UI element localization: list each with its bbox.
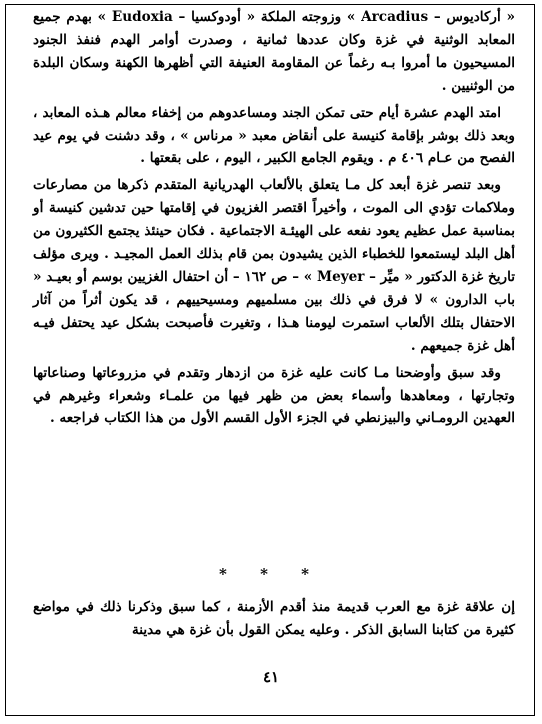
page-body	[33, 6, 515, 430]
page-number: ٤١	[262, 668, 280, 686]
paragraph-4: وقد سبق وأوضحنا مـا كانت عليه غزة من ازدهار وتقدم في مزروعاتها وصناعاتها وتجارتها ، ومعاهدها وأسماء بعض من ظهر فيها من علمـاء وشعراء وغيرهم في العهدين الرومـاني والبيزنطي في الجزء الأول القسم الأول من هذا الكتاب فراجعه .	[33, 364, 515, 427]
section-separator: * * *	[219, 565, 323, 583]
closing-paragraph: إن علاقة غزة مع العرب قديمة منذ أقدم الأزمنة ، كما سبق وذكرنا ذلك في مواضع كثيرة من كتابنا السابق الذكر . وعليه يمكن القول بأن غزة هي مدينة	[33, 599, 515, 638]
closing-body	[33, 596, 515, 642]
paragraph-2: امتد الهدم عشرة أيام حتى تمكن الجند ومساعدوهم من إخفاء معالم هـذه المعابد ، وبعد ذلك بوشر بإقامة كنيسة على أنقاض معبد « مرناس » ، وقد دشنت في يوم عيد الفصح من عـام ٤٠٦ م . ويقوم الجامع الكبير ، اليوم ، على بقعتها .	[33, 104, 515, 167]
paragraph-1: « أركاديوس – Arcadius » وزوجته الملكة « أودوكسيا – Eudoxia » بهدم جميع المعابد الوثنية في غزة وكان عددها ثمانية ، وصدرت أوامر الهدم فنفذ الجنود المسيحيون ما أمروا بـه رغماً عن المقاومة العنيفة التي أظهرها الكهنة وسكان البلدة من الوثنيين .	[33, 9, 515, 94]
paragraph-3: وبعد تنصر غزة أبعد كل مـا يتعلق بالألعاب الهدريانية المتقدم ذكرها من مصارعات وملاكمات تؤدي الى الموت ، وأخيراً اقتصر الغزيون في إقامتها حين تدشين كنيسة أو بمناسبة عمل عظيم يعود نفعه على الهيئـة الاجتماعية . فكان حينئذ يجتمع الكثيرون من أهل البلد ليستمعوا للخطباء الذين يشيدون بمن قام بذلك العمل المجيـد . ويرى مؤلف تاريخ غزة الدكتور « ميِّر – Meyer » – ص ١٦٢ – أن احتفال الغزيين بوسم أو بعيـد « باب الدارون » لا فرق في ذلك بين مسلميهم ومسيحييهم ، قد يكون أثراً من آثار الاحتفال بتلك الألعاب استمرت ليومنا هـذا ، وتغيرت فأصبحت بشكل عيد يحتفل فيـه أهل غزة جميعهم .	[32, 177, 515, 354]
